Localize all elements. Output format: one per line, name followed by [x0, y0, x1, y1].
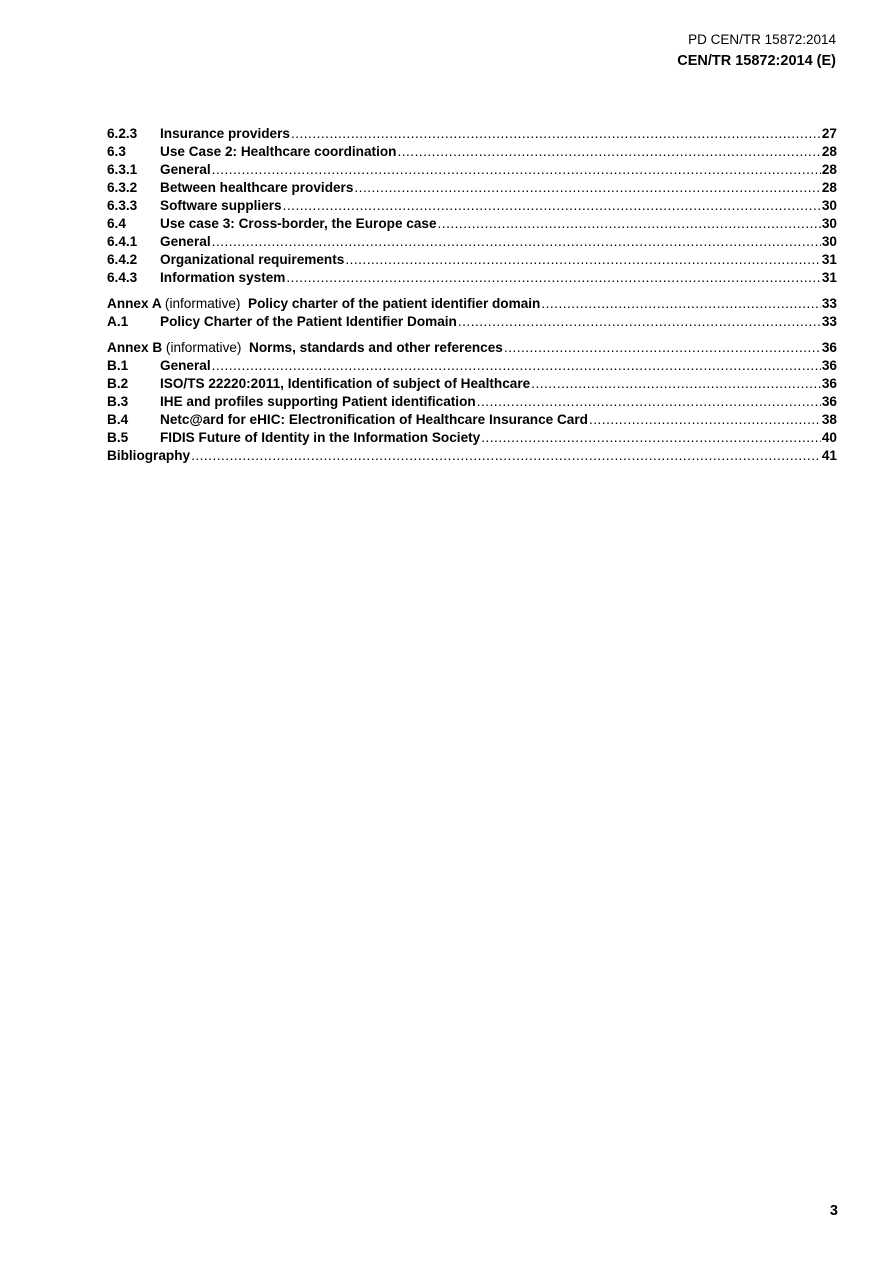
- toc-entry-6-3[interactable]: [107, 143, 837, 161]
- toc-entry-page: 31: [821, 270, 837, 285]
- toc-entry-6-3-2[interactable]: [107, 179, 837, 197]
- toc-entry-number: B.3: [107, 394, 129, 409]
- toc-entry-title: Insurance providers: [160, 126, 290, 141]
- toc-entry-page: 30: [821, 216, 837, 231]
- toc-entry-title: Use Case 2: Healthcare coordination: [160, 144, 397, 159]
- annex-informative-tag: (informative): [165, 340, 242, 355]
- toc-dot-leader: [286, 269, 820, 287]
- toc-entry-page: 31: [821, 252, 837, 267]
- toc-entry-6-3-3[interactable]: [107, 197, 837, 215]
- page-header: [677, 32, 836, 70]
- toc-entry-title: Software suppliers: [160, 198, 282, 213]
- toc-entry-title: Use case 3: Cross-border, the Europe case: [160, 216, 437, 231]
- toc-entry-number: 6.3.1: [107, 162, 138, 177]
- toc-dot-leader: [212, 357, 821, 375]
- table-of-contents: [107, 125, 837, 465]
- toc-entry-title: General: [160, 358, 211, 373]
- toc-entry-page: 38: [821, 412, 837, 427]
- toc-entry-page: 36: [821, 376, 837, 391]
- toc-dot-leader: [589, 411, 821, 429]
- toc-entry-title: FIDIS Future of Identity in the Information Society: [160, 430, 481, 445]
- toc-entry-title: Netc@ard for eHIC: Electronification of Healthcare Insurance Card: [160, 412, 588, 427]
- toc-dot-leader: [212, 161, 821, 179]
- toc-entry-number: 6.4: [107, 216, 126, 231]
- toc-entry-page: 33: [821, 296, 837, 311]
- toc-entry-annex-b[interactable]: [107, 339, 837, 357]
- toc-entry-title: Policy charter of the patient identifier domain: [248, 296, 541, 311]
- toc-entry-page: 36: [821, 394, 837, 409]
- toc-dot-leader: [191, 447, 821, 465]
- toc-entry-6-4-2[interactable]: [107, 251, 837, 269]
- toc-dot-leader: [283, 197, 821, 215]
- toc-entry-number: 6.2.3: [107, 126, 138, 141]
- toc-entry-6-3-1[interactable]: [107, 161, 837, 179]
- standard-identifier: CEN/TR 15872:2014 (E): [677, 53, 836, 69]
- document-reference: PD CEN/TR 15872:2014: [688, 32, 836, 47]
- toc-entry-page: 33: [821, 314, 837, 329]
- toc-entry-b-3[interactable]: [107, 393, 837, 411]
- toc-entry-page: 36: [821, 358, 837, 373]
- toc-dot-leader: [531, 375, 821, 393]
- toc-entry-b-1[interactable]: [107, 357, 837, 375]
- toc-entry-title: Information system: [160, 270, 286, 285]
- toc-entry-title: General: [160, 234, 211, 249]
- toc-entry-bibliography[interactable]: [107, 447, 837, 465]
- toc-dot-leader: [458, 313, 821, 331]
- toc-entry-b-2[interactable]: [107, 375, 837, 393]
- toc-entry-title: ISO/TS 22220:2011, Identification of subject of Healthcare: [160, 376, 531, 391]
- toc-entry-page: 28: [821, 180, 837, 195]
- toc-entry-6-4-1[interactable]: [107, 233, 837, 251]
- toc-entry-title: Norms, standards and other references: [249, 340, 503, 355]
- toc-entry-title: Between healthcare providers: [160, 180, 354, 195]
- toc-entry-number: A.1: [107, 314, 129, 329]
- toc-entry-page: 41: [821, 448, 837, 463]
- toc-dot-leader: [397, 143, 820, 161]
- annex-number: Annex A: [107, 296, 162, 311]
- toc-entry-number: B.2: [107, 376, 129, 391]
- toc-entry-number: 6.4.2: [107, 252, 138, 267]
- toc-entry-number: 6.3.2: [107, 180, 138, 195]
- toc-annex-label: [107, 339, 503, 357]
- toc-entry-page: 30: [821, 198, 837, 213]
- toc-entry-page: 28: [821, 144, 837, 159]
- annex-informative-tag: (informative): [164, 296, 241, 311]
- toc-dot-leader: [477, 393, 821, 411]
- toc-dot-leader: [438, 215, 821, 233]
- toc-entry-number: B.1: [107, 358, 129, 373]
- toc-entry-number: 6.4.3: [107, 270, 138, 285]
- toc-entry-number: 6.4.1: [107, 234, 138, 249]
- toc-entry-page: 36: [821, 340, 837, 355]
- toc-entry-page: 40: [821, 430, 837, 445]
- toc-entry-title: Bibliography: [107, 448, 191, 463]
- toc-entry-title: IHE and profiles supporting Patient identification: [160, 394, 476, 409]
- toc-entry-page: 27: [821, 126, 837, 141]
- toc-entry-number: 6.3.3: [107, 198, 138, 213]
- toc-dot-leader: [291, 125, 821, 143]
- toc-entry-page: 30: [821, 234, 837, 249]
- toc-entry-number: 6.3: [107, 144, 126, 159]
- toc-entry-a-1[interactable]: [107, 313, 837, 331]
- toc-dot-leader: [345, 251, 821, 269]
- toc-entry-title: General: [160, 162, 211, 177]
- toc-dot-leader: [354, 179, 820, 197]
- toc-entry-title: Policy Charter of the Patient Identifier Domain: [160, 314, 457, 329]
- toc-entry-number: B.4: [107, 412, 129, 427]
- toc-entry-b-5[interactable]: [107, 429, 837, 447]
- toc-entry-b-4[interactable]: [107, 411, 837, 429]
- toc-dot-leader: [481, 429, 821, 447]
- toc-entry-6-4[interactable]: [107, 215, 837, 233]
- toc-annex-label: [107, 295, 540, 313]
- toc-entry-title: Organizational requirements: [160, 252, 345, 267]
- toc-entry-annex-a[interactable]: [107, 295, 837, 313]
- toc-entry-6-2-3[interactable]: [107, 125, 837, 143]
- toc-entry-number: B.5: [107, 430, 129, 445]
- annex-number: Annex B: [107, 340, 163, 355]
- toc-dot-leader: [541, 295, 821, 313]
- toc-dot-leader: [212, 233, 821, 251]
- toc-entry-page: 28: [821, 162, 837, 177]
- toc-entry-6-4-3[interactable]: [107, 269, 837, 287]
- page-number: 3: [829, 1203, 838, 1219]
- toc-dot-leader: [504, 339, 821, 357]
